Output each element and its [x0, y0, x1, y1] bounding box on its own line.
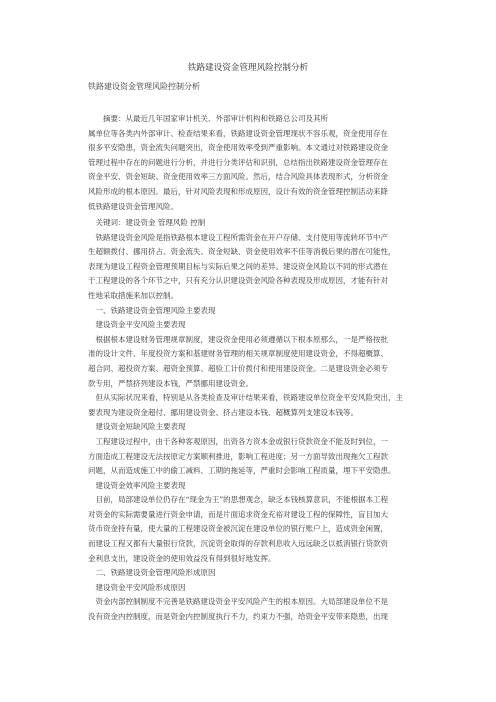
body-line: 问题，从而造成施工中的偷工减料、工期的拖延等，严重时会影响工程质量，埋下平安隐患。: [88, 466, 396, 476]
body-line: 建设资金平安风险主要表现: [88, 320, 186, 330]
body-line: 货币资金持有量，使大量的工程建设资金被沉淀在建设单位的银行账户上，造成资金闲置，: [88, 524, 388, 534]
body-line: 建设资金短缺风险主要表现: [88, 422, 186, 432]
body-line: 对资金的实际需要量进行资金申请，而是片面追求资金充裕对建设工程的保障性，盲目加大: [88, 509, 388, 519]
body-line: 方面造成工程建设无法按原定方案顺利推进，影响工程进度；另一方面导致出现拖欠工程款: [88, 451, 388, 461]
abstract-line: 摘要：从最近几年国家审计机关、外部审计机构和铁路总公司及其所: [88, 114, 328, 123]
subtitle-block: [88, 80, 421, 95]
body-line: 工程建设过程中，由于各种客观原因，出资各方资本金或银行贷款资金不能及时到位，一: [88, 436, 388, 446]
abstract-line: 风险形成的根本原因。最后，针对风险表现和形成原因，设计有效的资金管理控制活动来降: [88, 186, 388, 196]
body-line: 建设资金平安风险形成原因: [88, 582, 186, 592]
body-text: [88, 216, 421, 625]
body-line: 生超额拨付、挪用挤占、资金流失、资金短缺、资金使用效率不佳等消极后果的潜在可能性，: [88, 247, 396, 257]
abstract-line: 资金平安、资金短缺、资金使用效率三方面风险。然后，结合风险具体表现形式，分析资金: [88, 172, 388, 182]
abstract-line: 管理过程中存在的问题进行分析，并进行分类评估和识别，总结指出铁路建设资金管理存在: [88, 157, 388, 167]
body-line: 二、铁路建设资金管理风险形成原因: [88, 568, 216, 578]
body-line: 建设资金效率风险主要表现: [88, 480, 186, 490]
body-line: 于工程建设的各个环节之中，只有充分认识建设资金风险各种表现及形成原因，才能有针对: [88, 276, 388, 286]
body-line: 金利息支出，建设资金的使用效益没有得到很好地发挥。: [88, 553, 276, 563]
body-line: 准的设计文件、年度投资方案和基建财务管理的相关规章制度使用建设资金，不得超概算、: [88, 349, 388, 359]
body-line: 但从实际状况来看，特别是从各类检查及审计结果来看，铁路建设单位资金平安风险突出，主: [88, 393, 403, 403]
abstract-line: 属单位等各类内外部审计、检查结果来看，铁路建设资金管理现状不容乐观，资金使用存在: [88, 128, 388, 138]
body-line: 根据根本建设财务管理规章制度，建设资金使用必须遵循以下根本原那么，一是严格按批: [88, 334, 388, 344]
document-title: 铁路建设资金管理风险控制分析: [187, 63, 309, 73]
abstract-paragraph: [88, 112, 421, 214]
body-line: 表现为建设工程资金管理预期目标与实际后果之间的差异。建设资金风险以不同的形式潜在: [88, 261, 388, 271]
body-line: 超合同、超投资方案、超资金预算、超验工计价拨付和使用建设资金。二是建设资金必须专: [88, 363, 388, 373]
body-line: 要表现为建设资金超付、挪用建设资金、挤占建设本钱、超概算列支建设本钱等。: [88, 407, 358, 417]
body-line: 款专用，严禁挤列建设本钱，严禁挪用建设资金。: [88, 378, 253, 388]
abstract-line: 低铁路建设资金管理风险。: [88, 201, 178, 211]
body-line: 而建设工程又都有大量银行贷款，沉淀资金取得的存款利息收入远远缺乏以抵消银行贷款资: [88, 539, 388, 549]
body-line: 关键词：建设资金 管理风险 控制: [88, 218, 206, 227]
body-line: 一、铁路建设资金管理风险主要表现: [88, 305, 216, 315]
body-line: 目前，局部建设单位仍存在“现金为王”的思想观念，缺乏本钱核算意识，不能根据本工程: [88, 495, 389, 505]
body-line: 没有资金内控制度，而是资金内控制度执行不力，约束力不强，给资金平安带来隐患，出现: [88, 612, 388, 622]
abstract-line: 很多平安隐患，资金流失问题突出，资金使用效率受到严重影响。本文通过对铁路建设资金: [88, 143, 388, 153]
body-line: 铁路建设资金风险是指铁路根本建设工程所需资金在开户存储、支付使用等流转环节中产: [88, 232, 388, 242]
body-line: 资金内部控制制度不完善是铁路建设资金平安风险产生的根本原因。大局部建设单位不是: [88, 597, 388, 607]
document-subtitle: 铁路建设资金管理风险控制分析: [88, 82, 200, 91]
body-line: 性地采取措施来加以控制。: [88, 290, 178, 300]
